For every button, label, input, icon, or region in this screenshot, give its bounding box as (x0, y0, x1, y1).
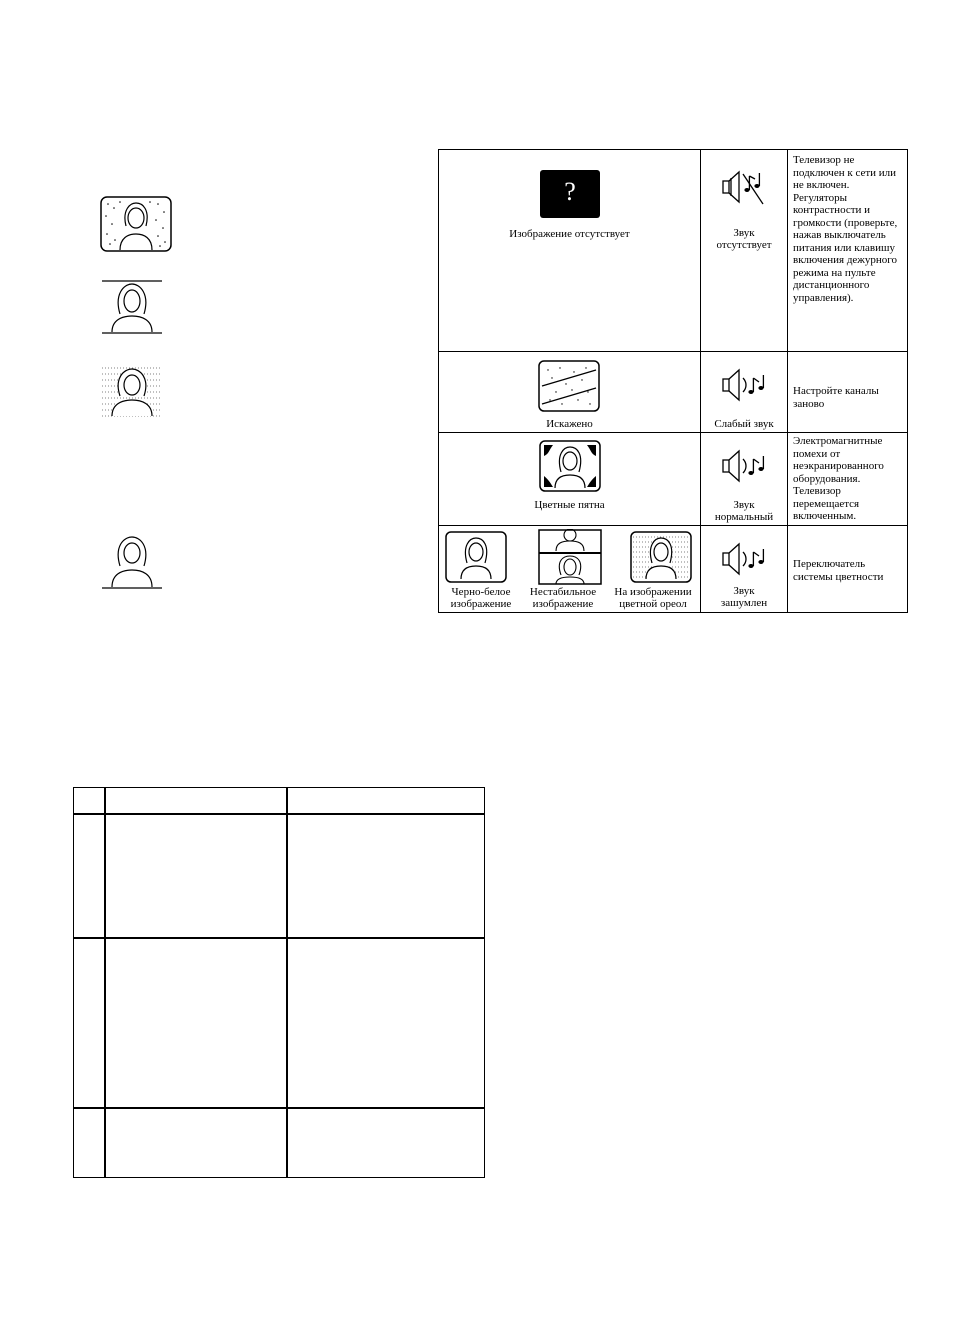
speaker-with-notes-icon (721, 366, 767, 411)
color-spots-screen-icon (539, 440, 601, 492)
unstable-label: Нестабильное изображение (529, 586, 597, 610)
picture-label: Изображение отсутствует (509, 228, 630, 240)
picture-label: Искажено (546, 418, 593, 430)
sound-cell (701, 433, 788, 525)
picture-cell (439, 526, 701, 612)
noisy-picture-thumbnail (100, 196, 172, 252)
picture-cell (439, 433, 701, 525)
row-no-picture (439, 150, 907, 352)
sound-label: Слабый звук (714, 418, 774, 430)
color-halo-screen-icon (630, 531, 692, 583)
row-color-spots (439, 433, 907, 526)
sound-label: Звук зашумлен (720, 585, 768, 609)
empty-table (73, 787, 485, 1178)
table-row-divider (74, 1107, 484, 1109)
blank-screen-icon (539, 169, 601, 219)
black-white-screen-icon (445, 531, 507, 583)
table-row-divider (74, 813, 484, 815)
remedy-text: Электромагнитные помехи от неэкранированного оборудования. Телевизор перемещается включенным. (793, 435, 884, 522)
sound-cell (701, 526, 788, 612)
distorted-screen-icon (538, 360, 600, 412)
color-halo-label: На изображении цветной ореол (614, 586, 692, 610)
remedy-text: Телевизор не подключен к сети или не включен. Регуляторы контрастности и громкости (проверьте, нажав выключатель питания или клавишу включения дежурного режима на пульте дистанционного управления). (793, 154, 898, 304)
normal-picture-thumbnail (100, 280, 164, 334)
sound-label: Звук нормальный (714, 499, 774, 523)
table-row-divider (74, 937, 484, 939)
remedy-text: Настройте каналы заново (793, 385, 879, 410)
speaker-with-notes-icon (721, 447, 767, 492)
sound-cell (701, 352, 788, 432)
remedy-text: Переключатель системы цветности (793, 558, 884, 583)
speaker-muted-icon (721, 168, 767, 213)
picture-cell (439, 150, 701, 351)
troubleshooting-chart (438, 149, 908, 613)
table-column-divider (104, 788, 106, 1177)
picture-label: Цветные пятна (534, 499, 605, 511)
row-distorted (439, 352, 907, 433)
unstable-screen-icon (538, 529, 602, 585)
speaker-with-notes-icon (721, 540, 767, 585)
faint-picture-thumbnail (100, 534, 164, 590)
table-column-divider (286, 788, 288, 1177)
sound-label: Звук отсутствует (716, 227, 772, 251)
sound-cell (701, 150, 788, 351)
dotted-picture-thumbnail (100, 364, 164, 418)
question-mark: ? (564, 177, 576, 206)
black-white-label: Черно-белое изображение (450, 586, 512, 610)
row-color-system (439, 526, 907, 612)
picture-cell (439, 352, 701, 432)
